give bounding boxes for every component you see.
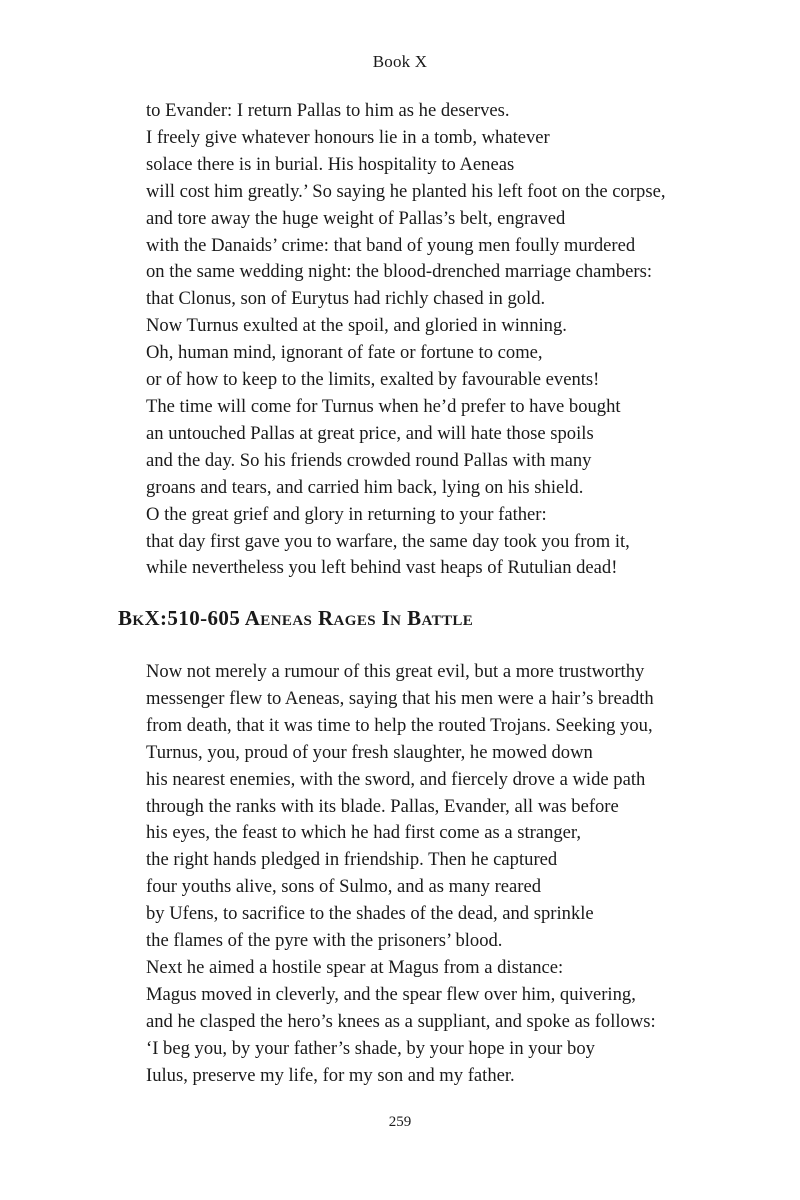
verse-line: through the ranks with its blade. Pallas, Evander, all was before	[146, 795, 619, 817]
verse-line: and the day. So his friends crowded round Pallas with many	[146, 449, 592, 471]
verse-line: ‘I beg you, by your father’s shade, by your hope in your boy	[146, 1037, 595, 1059]
verse-line: an untouched Pallas at great price, and will hate those spoils	[146, 422, 594, 444]
verse-passage-1	[146, 98, 766, 582]
verse-line: O the great grief and glory in returning to your father:	[146, 503, 547, 525]
verse-line: with the Danaids’ crime: that band of young men foully murdered	[146, 234, 636, 256]
verse-line: Oh, human mind, ignorant of fate or fortune to come,	[146, 342, 543, 364]
verse-line: by Ufens, to sacrifice to the shades of the dead, and sprinkle	[146, 903, 594, 925]
verse-line: Now Turnus exulted at the spoil, and gloried in winning.	[146, 315, 567, 337]
verse-line: four youths alive, sons of Sulmo, and as many reared	[146, 876, 542, 898]
verse-line: his nearest enemies, with the sword, and fiercely drove a wide path	[146, 768, 646, 790]
verse-line: and tore away the huge weight of Pallas’s belt, engraved	[146, 207, 566, 229]
verse-line: Next he aimed a hostile spear at Magus from a distance:	[146, 956, 564, 978]
verse-line: his eyes, the feast to which he had first come as a stranger,	[146, 822, 582, 844]
verse-line: or of how to keep to the limits, exalted by favourable events!	[146, 369, 600, 391]
verse-passage-2	[146, 659, 766, 1090]
verse-line: I freely give whatever honours lie in a tomb, whatever	[146, 126, 550, 148]
verse-line: groans and tears, and carried him back, lying on his shield.	[146, 476, 584, 498]
verse-line: Iulus, preserve my life, for my son and my father.	[146, 1064, 515, 1086]
verse-line: while nevertheless you left behind vast heaps of Rutulian dead!	[146, 557, 618, 579]
verse-line: the flames of the pyre with the prisoners’ blood.	[146, 930, 503, 952]
verse-line: on the same wedding night: the blood-drenched marriage chambers:	[146, 261, 652, 283]
section-heading: BkX:510-605 Aeneas Rages In Battle	[118, 606, 474, 630]
verse-line: that Clonus, son of Eurytus had richly chased in gold.	[146, 288, 546, 310]
verse-line: Now not merely a rumour of this great evil, but a more trustworthy	[146, 661, 645, 682]
verse-line: messenger flew to Aeneas, saying that his men were a hair’s breadth	[146, 687, 654, 709]
verse-line: will cost him greatly.’ So saying he planted his left foot on the corpse,	[146, 180, 666, 202]
verse-line: solace there is in burial. His hospitality to Aeneas	[146, 153, 515, 175]
verse-line: to Evander: I return Pallas to him as he deserves.	[146, 100, 510, 121]
verse-line: the right hands pledged in friendship. Then he captured	[146, 849, 558, 871]
verse-line: The time will come for Turnus when he’d prefer to have bought	[146, 395, 621, 417]
verse-line: Turnus, you, proud of your fresh slaughter, he mowed down	[146, 741, 593, 763]
verse-line: and he clasped the hero’s knees as a suppliant, and spoke as follows:	[146, 1010, 656, 1032]
verse-line: Magus moved in cleverly, and the spear flew over him, quivering,	[146, 983, 636, 1005]
verse-line: that day first gave you to warfare, the same day took you from it,	[146, 530, 630, 552]
running-head: Book X	[372, 52, 428, 71]
verse-line: from death, that it was time to help the routed Trojans. Seeking you,	[146, 714, 653, 736]
page-number: 259	[388, 1114, 412, 1130]
